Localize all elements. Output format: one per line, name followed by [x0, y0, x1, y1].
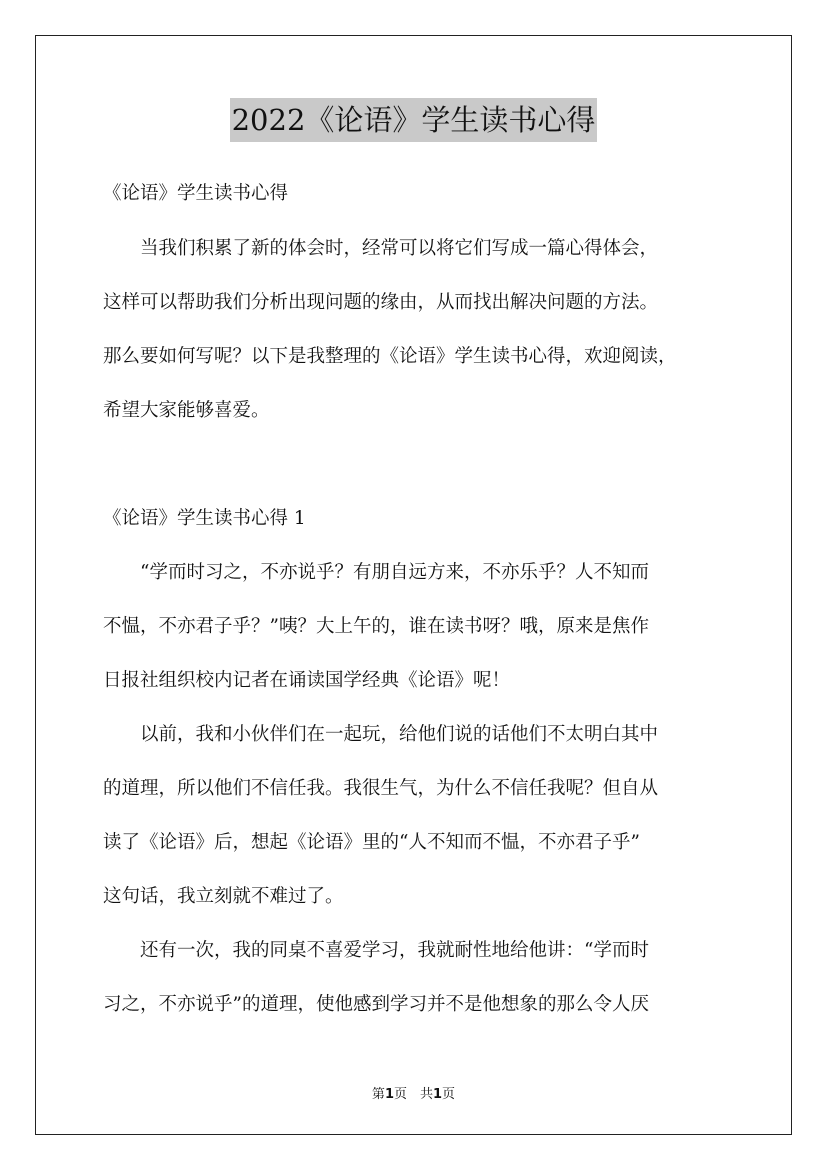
body-line: “学而时习之，不亦说乎？有朋自远方来，不亦乐乎？人不知而: [103, 562, 649, 583]
body-line: 的道理，所以他们不信任我。我很生气，为什么不信任我呢？但自从: [103, 778, 659, 799]
page-footer: [0, 1083, 827, 1102]
section-heading: 《论语》学生读书心得 1: [103, 508, 306, 529]
body-line: 希望大家能够喜爱。: [103, 400, 270, 421]
subtitle-line: 《论语》学生读书心得: [103, 183, 289, 204]
body-line: 那么要如何写呢？以下是我整理的《论语》学生读书心得，欢迎阅读，: [103, 346, 677, 367]
footer-mid: 页 共: [393, 1087, 433, 1102]
body-line: 读了《论语》后，想起《论语》里的“人不知而不愠，不亦君子乎”: [103, 832, 640, 853]
document-title: 2022《论语》学生读书心得: [230, 98, 598, 142]
footer-suffix: 页: [442, 1087, 456, 1102]
body-line: 习之，不亦说乎”的道理，使他感到学习并不是他想象的那么令人厌: [103, 994, 649, 1015]
footer-page-number: 1: [384, 1087, 394, 1102]
body-line: 日报社组织校内记者在诵读国学经典《论语》呢！: [103, 670, 511, 691]
footer-total-pages: 1: [433, 1087, 443, 1102]
title-container: [0, 98, 827, 142]
footer-prefix: 第: [371, 1087, 385, 1102]
body-line: 还有一次，我的同桌不喜爱学习，我就耐性地给他讲：“学而时: [103, 940, 649, 961]
body-line: 当我们积累了新的体会时，经常可以将它们写成一篇心得体会，: [103, 238, 659, 259]
body-line: 这句话，我立刻就不难过了。: [103, 886, 344, 907]
body-line: 这样可以帮助我们分析出现问题的缘由，从而找出解决问题的方法。: [103, 292, 659, 313]
body-line: 不愠，不亦君子乎？”咦？大上午的，谁在读书呀？哦，原来是焦作: [103, 616, 649, 637]
body-line: 以前，我和小伙伴们在一起玩，给他们说的话他们不太明白其中: [103, 724, 659, 745]
